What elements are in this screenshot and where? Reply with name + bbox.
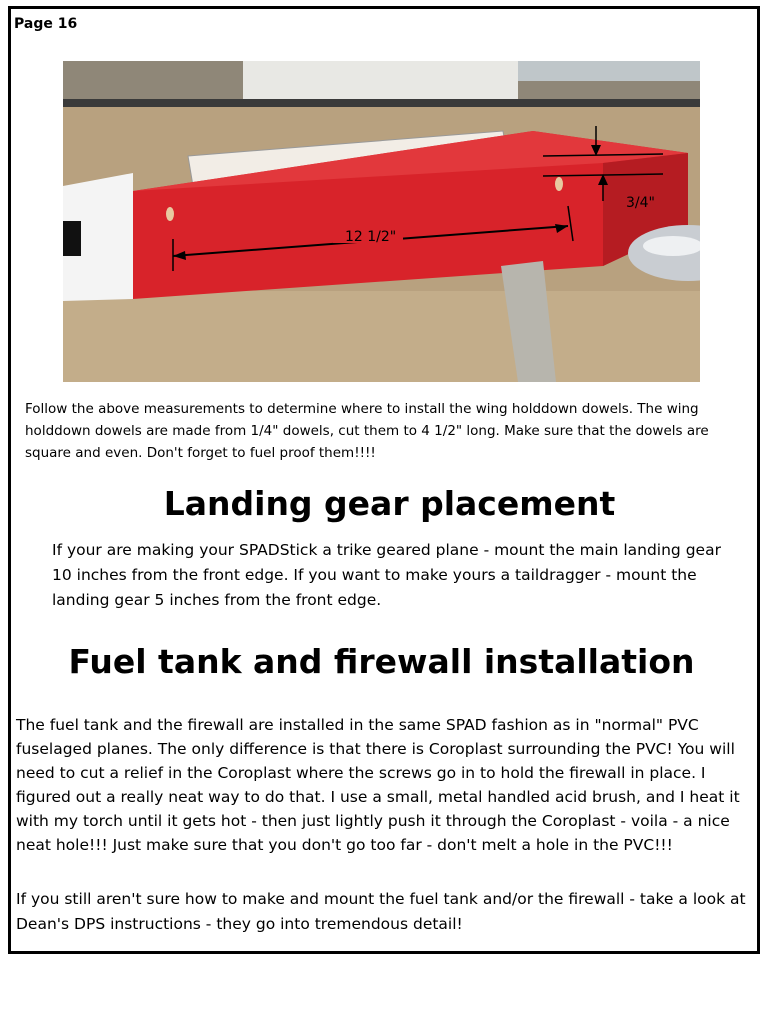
page-number: Page 16 [14,16,78,32]
measure-length-label: 12 1/2" [345,229,397,245]
fuel-tank-followup-paragraph: If you still aren't sure how to make and mount the fuel tank and/or the firewall - take a look at Dean's DPS instructions - they go into tremendous detail! [16,890,746,933]
landing-gear-heading: Landing gear placement [163,484,616,523]
fuselage-photo [63,61,700,382]
fuel-tank-paragraph: The fuel tank and the firewall are installed in the same SPAD fashion as in "normal" PVC fuselaged planes. The only difference is that there is Coroplast surrounding the PVC! You will need to cut a relief in the Coroplast where the screws go in to hold the firewall in place. I figured out a really neat way to do that. I use a small, metal handled acid brush, and I heat it with my torch until it gets hot - then just lightly push it through the Coroplast - voila - a nice neat hole!!! Just make sure that you don't go too far - don't melt a hole in the PVC!!! [16,716,740,854]
measure-height-label: 3/4" [626,195,655,211]
landing-gear-paragraph: If your are making your SPADStick a trike geared plane - mount the main landing gear 10 inches from the front edge. If you want to make yours a taildragger - mount the landing gear 5 inches from the front edge. [52,541,721,609]
photo-caption: Follow the above measurements to determine where to install the wing holddown dowels. The wing holddown dowels are made from 1/4" dowels, cut them to 4 1/2" long. Make sure that the dowels are square and even. Don't forget to fuel proof them!!!! [25,401,709,461]
fuel-tank-heading: Fuel tank and firewall installation [68,642,695,681]
